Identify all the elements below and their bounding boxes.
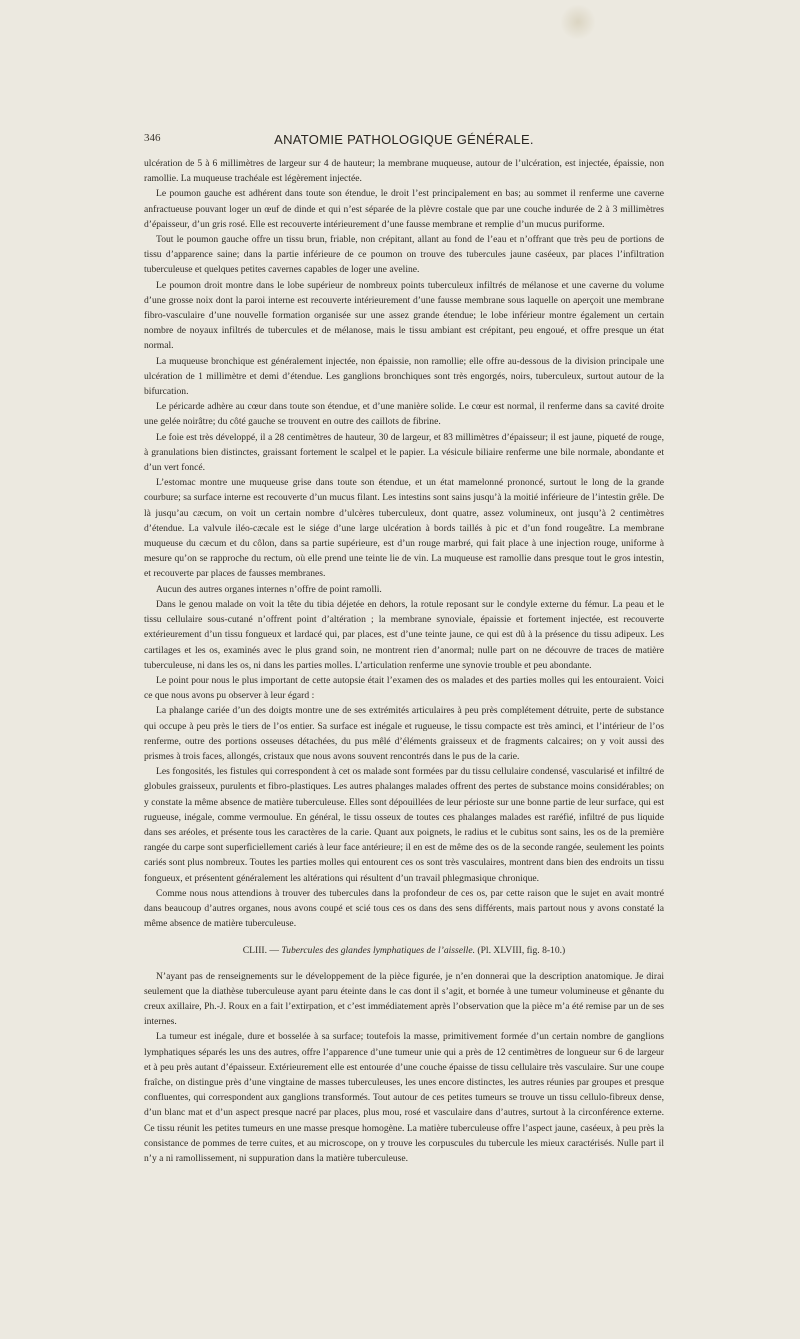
paragraph: Le poumon gauche est adhérent dans toute son étendue, le droit l’est principalement en bas; au sommet il renferme une caverne anfractueuse pouvant loger un œuf de dinde et qui n’est séparée de la plèvre costale que par une couche indurée de 2 à 3 millimètres d’épaisseur, d’un gris rosé. Elle est recouverte intérieurement d’une fausse membrane et remplie d’un mucus puriforme. [144,188,664,230]
page-number: 346 [144,132,161,144]
paragraph: L’estomac montre une muqueuse grise dans toute son étendue, et un état mamelonné prononcé, surtout le long de la grande courbure; sa surface interne est recouverte d’un mucus filant. Les intestins sont sains jusqu’à la moitié inférieure de l’intestin grêle. De là jusqu’au cæcum, on voit un certain nombre d’ulcères tuberculeux, dont quatre, assez volumineux, ont jusqu’à 2 centimètres d’étendue. La valvule iléo-cæcale est le siége d’une large ulcération à bords taillés à pic et d’un fond rougeâtre. La membrane muqueuse du cæcum et du côlon, dans sa partie supérieure, est d’un rouge marbré, qui fait place à une injection rouge, uniforme à mesure qu’on se rapproche du rectum, où elle prend une teinte lie de vin. La muqueuse est ramollie dans presque tout le gros intestin, et recouverte par places de fausses membranes. [144,477,664,580]
paragraph: Dans le genou malade on voit la tête du tibia déjetée en dehors, la rotule reposant sur le condyle externe du fémur. La peau et le tissu cellulaire sous-cutané n’offrent point d’altération ; la membrane synoviale, épaissie et fortement injectée, est recouverte extérieurement d’un tissu fongueux et lardacé qui, par places, est d’une teinte jaune, ce qui est dû à la présence du tissu adipeux. Les cartilages et les os, examinés avec le plus grand soin, ne montrent rien d’anormal; nulle part on ne découvre de traces de matière tuberculeuse, ni dans les os, ni dans les parties molles. L’articulation renferme une synovie trouble et peu abondante. [144,598,664,671]
paragraph: Le péricarde adhère au cœur dans toute son étendue, et d’une manière solide. Le cœur est normal, il renferme dans sa cavité droite une gelée noirâtre; du côté gauche se trouvent en outre des caillots de fibrine. [144,401,664,428]
paragraph: ulcération de 5 à 6 millimètres de largeur sur 4 de hauteur; la membrane muqueuse, autour de l’ulcération, est injectée, épaissie, non ramollie. La muqueuse trachéale est légèrement injectée. [144,158,664,185]
paragraph: La muqueuse bronchique est généralement injectée, non épaissie, non ramollie; elle offre au-dessous de la division principale une ulcération de 1 millimètre et demi d’étendue. Les ganglions bronchiques sont très engorgés, noirs, tuberculeux, surtout autour de la bifurcation. [144,355,664,398]
paragraph: Tout le poumon gauche offre un tissu brun, friable, non crépitant, allant au fond de l’eau et n’offrant que très peu de portions de tissu d’apparence saine; dans la partie inférieure de ce poumon on trouve des tubercules jaune caséeux, par places l’infiltration tuberculeuse et quelques petites cavernes capables de loger une aveline. [144,234,664,276]
running-head: ANATOMIE PATHOLOGIQUE GÉNÉRALE. [274,132,534,147]
paragraph: La tumeur est inégale, dure et bosselée à sa surface; toutefois la masse, primitivement formée d’un certain nombre de ganglions lymphatiques séparés les uns des autres, offre l’apparence d’une tumeur unie qui a près de 12 centimètres de longueur sur 6 de largeur et à peu près autant d’épaisseur. Extérieurement elle est entourée d’une couche épaisse de tissu cellulaire très vasculaire. Sur une coupe fraîche, on distingue près d’une vingtaine de masses tuberculeuses, les unes encore distinctes, les autres réunies par groupes et presque confluentes, qui correspondent aux ganglions transformés. Tout autour de ces petites tumeurs se trouve un tissu cellulo-fibreux dense, d’un blanc mat et d’un aspect presque nacré par places, plus mou, rosé et vasculaire dans d’autres, surtout à la circonférence externe. Ce tissu réunit les petites tumeurs en une masse presque homogène. La matière tuberculeuse offre l’aspect jaune, caséeux, à peu près la consistance de pommes de terre cuites, et au microscope, on y trouve les corpuscules du tubercule les mieux caractérisés. Nulle part il n’y a ni ramollissement, ni suppuration dans la matière tuberculeuse. [144,1031,664,1164]
paragraph: N’ayant pas de renseignements sur le développement de la pièce figurée, je n’en donnerai que la description anatomique. Je dirai seulement que la diathèse tuberculeuse ayant paru éteinte dans le cas dont il s’agit, et bornée à une tumeur volumineuse et gênante du creux axillaire, Ph.-J. Roux en a fait l’extirpation, et c’est immédiatement après l’observation que la pièce m’a été remise par un de ses internes. [144,970,664,1028]
paragraph: Le poumon droit montre dans le lobe supérieur de nombreux points tuberculeux infiltrés de mélanose et une caverne du volume d’une grosse noix dont la paroi interne est recouverte intérieurement d’une fausse membrane sous laquelle on aperçoit une membrane fibro-vasculaire d’une nouvelle formation organisée sur une assez grande étendue; le lobe inférieur montre également un certain nombre de noyaux infiltrés de tubercules et de mélanose, mais le tissu ambiant est crépitant, peu engoué, et offre presque un état normal. [144,279,664,352]
page-header [144,132,664,150]
paragraph: Les fongosités, les fistules qui correspondent à cet os malade sont formées par du tissu cellulaire condensé, vascularisé et infiltré de globules graisseux, purulents et fibro-plastiques. Les autres phalanges malades offrent des pertes de substance moins considérables; on y constate la même absence de matière tuberculeuse. Elles sont dépouillées de leur périoste sur une bonne partie de leur surface, qui est rugueuse, inégale, comme vermoulue. En général, le tissu osseux de toutes ces phalanges malades est raréfié, infiltré de pus liquide dans ses aréoles, et présente tous les caractères de la carie. Quant aux poignets, le radius et le cubitus sont sains, les os de la première rangée du carpe sont superficiellement cariés à leur face antérieure; il en est de même des os de la seconde rangée, seulement les points cariés sont plus nombreux. Toutes les parties molles qui entourent ces os sont très vasculaires, montrent dans bien des endroits un tissu fongueux, et présentent généralement les altérations qui résultent d’un travail phlegmasique chronique. [144,766,664,884]
paper-stain [560,4,596,40]
paragraph: Le foie est très développé, il a 28 centimètres de hauteur, 30 de largeur, et 83 millimètres d’épaisseur; il est jaune, piqueté de rouge, à granulations bien distinctes, graissant fortement le scalpel et le papier. La vésicule biliaire renferme une bile normale, abondante et d’un vert foncé. [144,431,664,474]
paragraph: La phalange cariée d’un des doigts montre une de ses extrémités articulaires à peu près complétement détruite, perte de substance qui occupe à peu près le tiers de l’os entier. Sa surface est inégale et rugueuse, le tissu compacte est très aminci, et l’intérieur de l’os renferme, outre des portions osseuses détachées, du pus mêlé d’éléments graisseux et de fragments calcaires; on y voit aussi des prismes à trois faces, allongés, cristaux que nous avons souvent rencontrés dans le pus de la carie. [144,705,664,762]
paragraph: Le point pour nous le plus important de cette autopsie était l’examen des os malades et des parties molles qui les entouraient. Voici ce que nous avons pu observer à leur égard : [144,674,664,702]
section-title [144,943,664,958]
paragraph: Comme nous nous attendions à trouver des tubercules dans la profondeur de ces os, par cette raison que le sujet en avait montré dans beaucoup d’autres organes, nous avons coupé et scié tous ces os dans des sens différents, mais partout nous y avons constaté la même absence de matière tuberculeuse. [144,887,664,930]
paragraph: Aucun des autres organes internes n’offre de point ramolli. [156,583,382,595]
section-reference: (Pl. XLVIII, fig. 8-10.) [477,945,566,957]
section-title-text: Tubercules des glandes lymphatiques de l’aisselle. [281,945,475,957]
section-number: CLIII. — [242,945,279,957]
page-body [144,156,664,1166]
